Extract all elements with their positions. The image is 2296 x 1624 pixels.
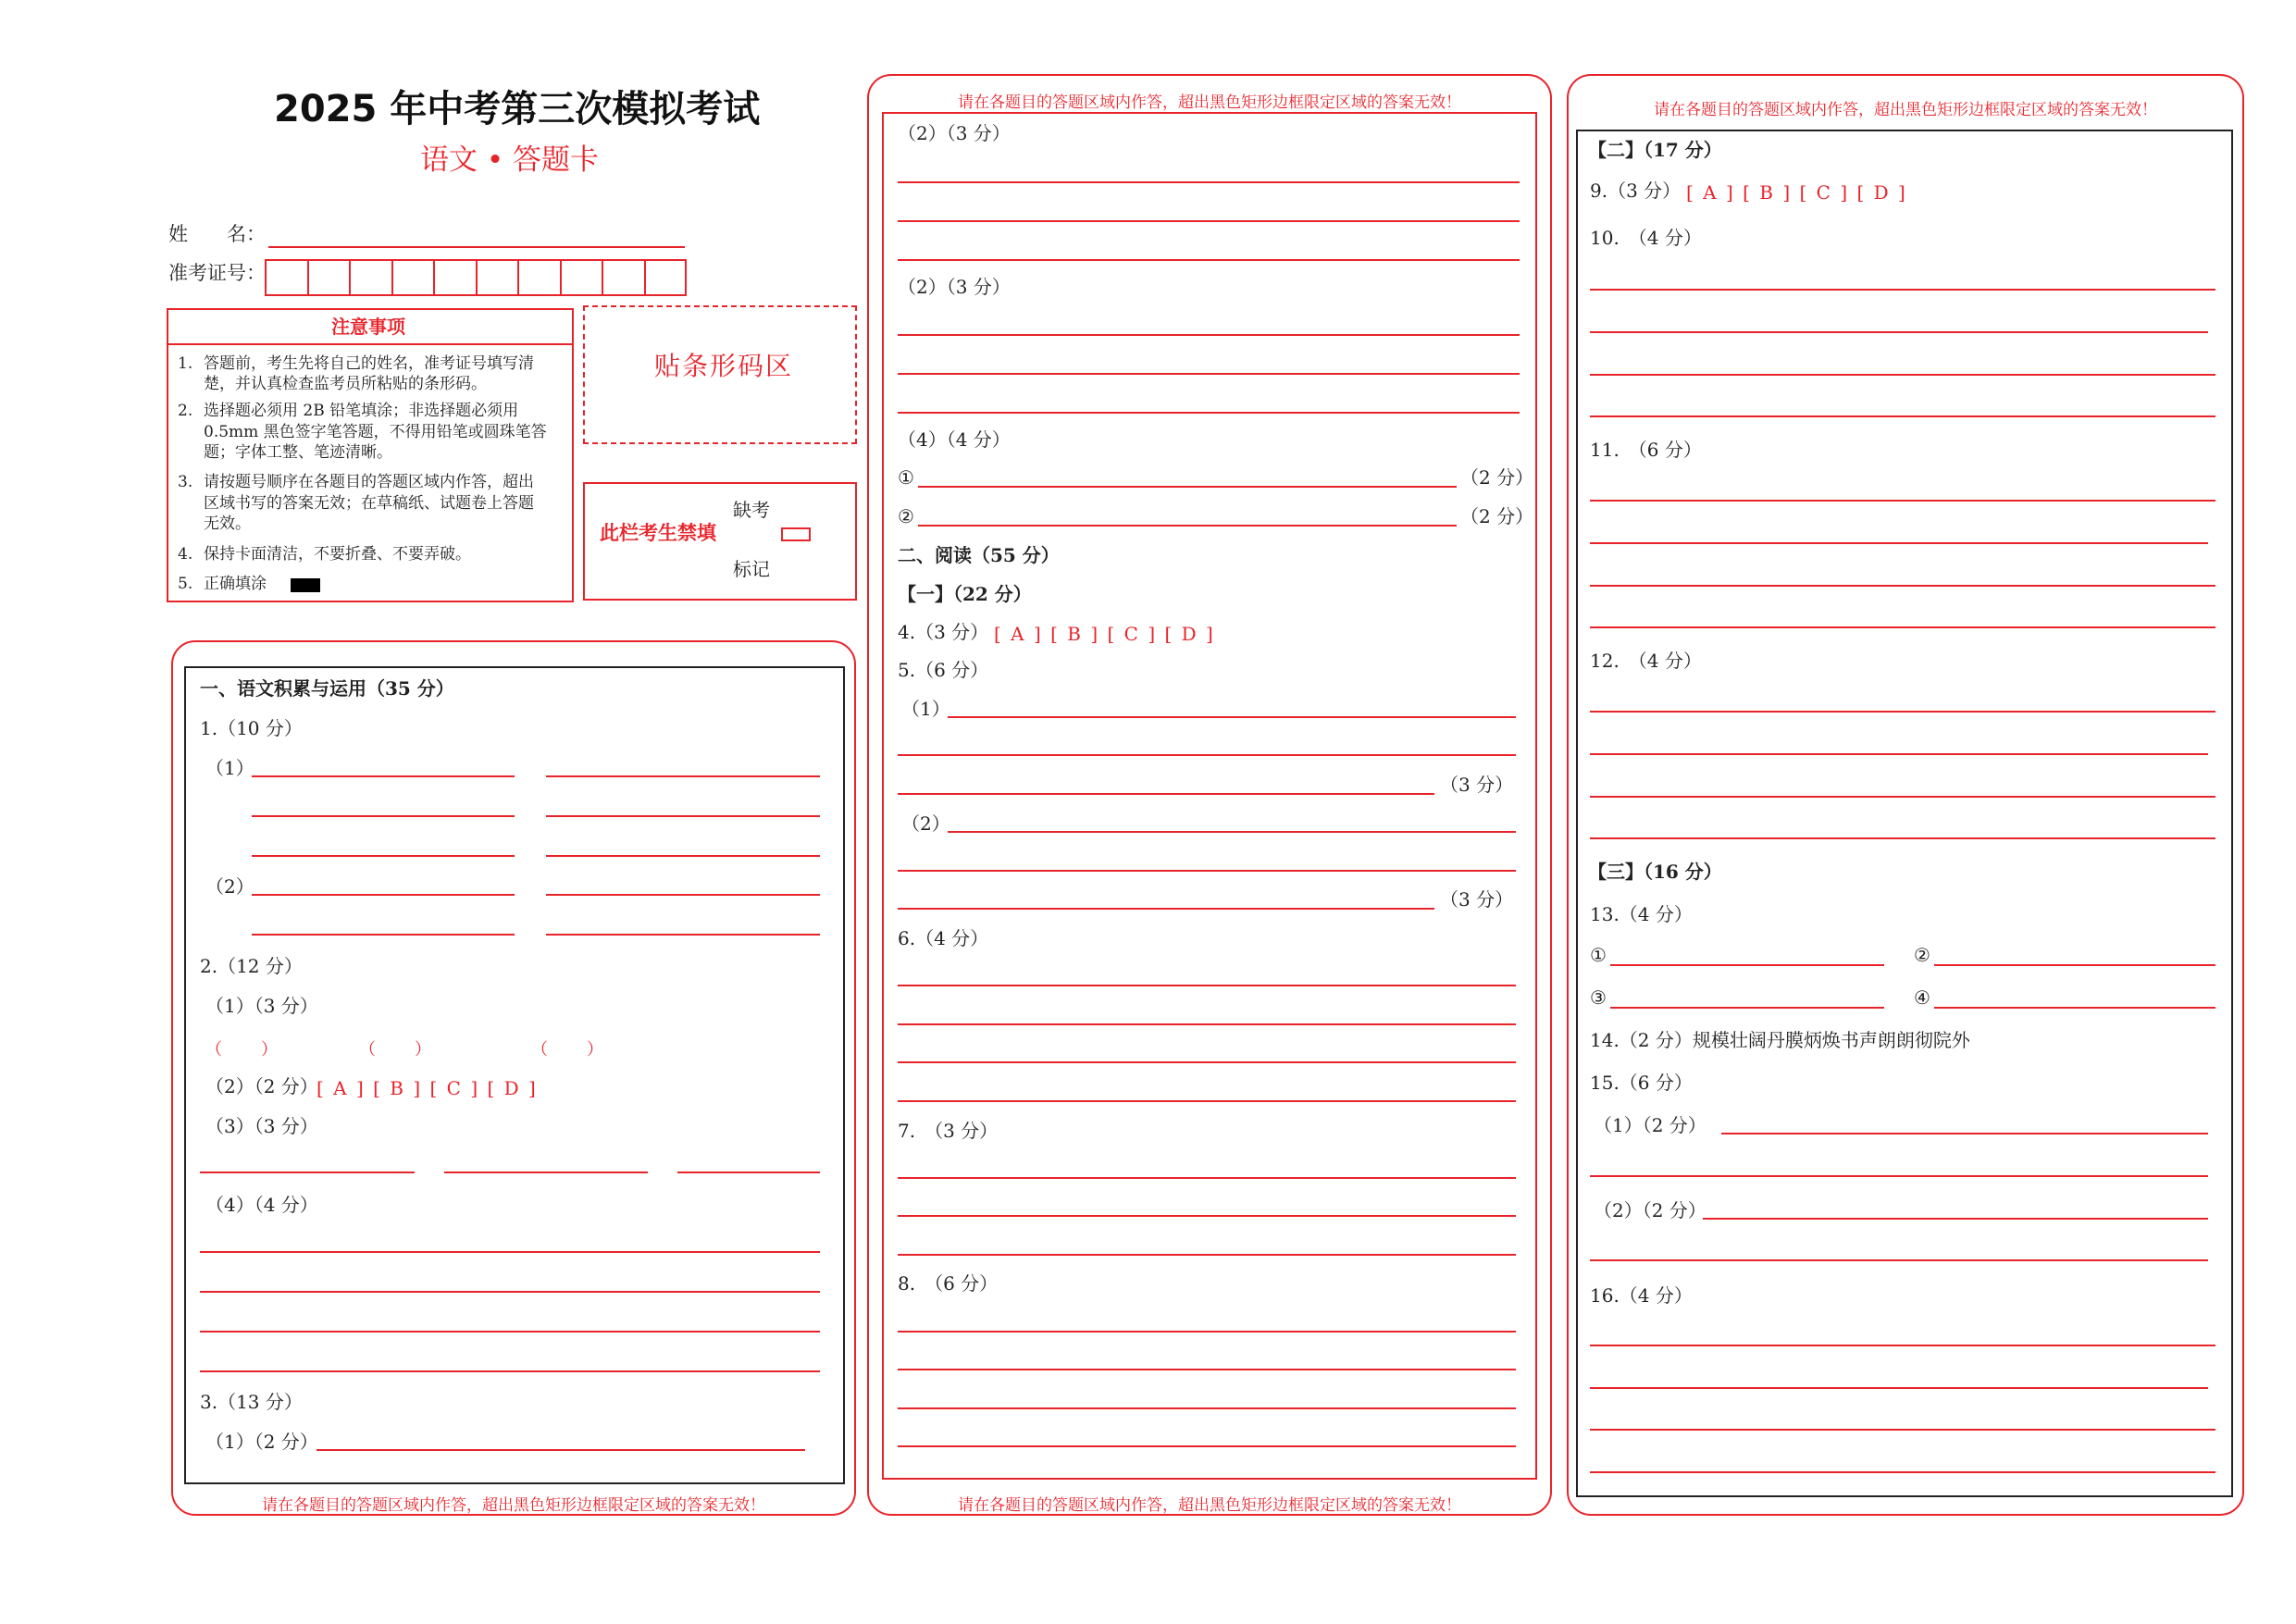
answer-line[interactable] <box>1590 837 2215 839</box>
q-a-label: （2）（3 分） <box>898 122 1011 144</box>
answer-line[interactable] <box>898 793 1434 795</box>
q5-2-label: （2） <box>901 812 950 835</box>
answer-line[interactable] <box>898 412 1520 414</box>
answer-line[interactable] <box>918 525 1457 527</box>
q6-label: 6.（4 分） <box>898 927 989 949</box>
absence-box <box>583 482 857 601</box>
answer-line[interactable] <box>1590 331 2208 333</box>
answer-line[interactable] <box>898 181 1520 183</box>
answer-line[interactable] <box>898 908 1434 910</box>
q4-label: 4.（3 分） <box>898 621 989 643</box>
exam-subtitle: 语文 • 答题卡 <box>420 143 599 177</box>
id-cell[interactable] <box>477 261 519 296</box>
notice-num: 4. <box>178 545 193 564</box>
q12-label: 12. （4 分） <box>1590 650 1702 672</box>
q10-label: 10. （4 分） <box>1590 227 1702 249</box>
points-label: （2 分） <box>1460 505 1534 527</box>
q11-label: 11. （6 分） <box>1590 439 1702 461</box>
notice-num: 3. <box>178 473 193 491</box>
answer-line[interactable] <box>918 486 1457 488</box>
points-label: （3 分） <box>1440 888 1514 911</box>
barcode-label: 贴条形码区 <box>654 351 794 381</box>
q5-label: 5.（6 分） <box>898 659 989 681</box>
answer-line[interactable] <box>1590 374 2215 376</box>
q9-label: 9.（3 分） <box>1590 180 1682 202</box>
notice-line: 保持卡面清洁，不要折叠、不要弄破。 <box>204 545 471 564</box>
id-cell[interactable] <box>603 261 646 296</box>
answer-line[interactable] <box>1590 626 2215 628</box>
answer-line[interactable] <box>1610 1007 1884 1009</box>
answer-line[interactable] <box>546 894 820 896</box>
answer-line[interactable] <box>898 334 1520 336</box>
notice-line: 无效。 <box>204 514 251 533</box>
circle-2: ② <box>1914 944 1930 966</box>
circle-3: ③ <box>1590 986 1607 1009</box>
notice-line: 楚，并认真检查监考员所粘贴的条形码。 <box>204 375 487 393</box>
answer-line[interactable] <box>200 1172 415 1173</box>
answer-line[interactable] <box>252 894 515 896</box>
section-2-title: 二、阅读（55 分） <box>898 544 1060 566</box>
notice-line: 答题前，考生先将自己的姓名，准考证号填写清 <box>204 354 534 373</box>
answer-line[interactable] <box>200 1251 820 1253</box>
answer-line[interactable] <box>898 1215 1516 1217</box>
circle-4: ④ <box>1914 986 1930 1009</box>
q2-3-label: （3）（3 分） <box>205 1115 318 1137</box>
warning-text: 请在各题目的答题区域内作答，超出黑色矩形边框限定区域的答案无效！ <box>262 1496 765 1515</box>
q1-label: 1.（10 分） <box>200 717 303 739</box>
answer-line[interactable] <box>898 259 1520 261</box>
id-cell[interactable] <box>519 261 562 296</box>
notice-line: 0.5mm 黑色签字笔答题，不得用铅笔或圆珠笔答 <box>204 423 547 441</box>
exam-title: 2025 年中考第三次模拟考试 <box>274 88 761 130</box>
q9-options[interactable]: [ A ] [ B ] [ C ] [ D ] <box>1686 181 1907 204</box>
q15-1-label: （1）（2 分） <box>1594 1114 1706 1136</box>
answer-line[interactable] <box>898 373 1520 375</box>
answer-line[interactable] <box>252 855 515 857</box>
notice-line: 题；字体工整、笔迹清晰。 <box>204 443 392 462</box>
answer-line[interactable] <box>1590 1429 2215 1431</box>
answer-line[interactable] <box>200 1291 820 1293</box>
q2-label: 2.（12 分） <box>200 955 303 977</box>
answer-line[interactable] <box>1590 1345 2215 1346</box>
answer-line[interactable] <box>546 775 820 777</box>
notice-box <box>167 308 574 602</box>
answer-line[interactable] <box>1590 289 2215 291</box>
id-cell[interactable] <box>561 261 603 296</box>
answer-line[interactable] <box>898 754 1516 756</box>
q5-1-label: （1） <box>901 698 950 720</box>
section-1-title: 一、语文积累与运用（35 分） <box>200 677 454 700</box>
notice-line: 正确填涂 <box>204 575 267 593</box>
answer-line[interactable] <box>1590 1471 2215 1473</box>
answer-line[interactable] <box>948 831 1516 833</box>
answer-line[interactable] <box>200 1370 820 1372</box>
answer-line[interactable] <box>898 1369 1516 1370</box>
answer-line[interactable] <box>444 1172 648 1173</box>
id-cell[interactable] <box>267 261 309 296</box>
q1-1-label: （1） <box>205 757 254 779</box>
notice-line: 区域书写的答案无效；在草稿纸、试题卷上答题 <box>204 494 534 513</box>
answer-line[interactable] <box>1590 796 2215 798</box>
q3-1-label: （1）（2 分） <box>205 1431 318 1453</box>
id-label: 准考证号： <box>168 262 266 284</box>
q2-1-label: （1）（3 分） <box>205 995 318 1017</box>
part-3-title: 【三】（16 分） <box>1588 861 1722 883</box>
notice-title: 注意事项 <box>331 316 405 338</box>
q2-2-label: （2）（2 分） <box>205 1075 318 1097</box>
id-cell[interactable] <box>645 261 687 296</box>
q14-label: 14.（2 分）规模壮阔丹膜炳焕书声朗朗彻院外 <box>1590 1029 1970 1051</box>
name-label: 姓 名： <box>168 223 266 245</box>
answer-line[interactable] <box>252 815 515 817</box>
circle-2: ② <box>898 505 914 527</box>
notice-num: 2. <box>178 402 193 420</box>
id-cell[interactable] <box>351 261 393 296</box>
warning-text: 请在各题目的答题区域内作答，超出黑色矩形边框限定区域的答案无效！ <box>1654 101 2157 119</box>
notice-line: 请按题号顺序在各题目的答题区域内作答，超出 <box>204 473 534 491</box>
answer-line[interactable] <box>898 1061 1516 1063</box>
absence-mark-box[interactable] <box>781 527 811 541</box>
answer-line[interactable] <box>898 1254 1516 1256</box>
part-1-title: 【一】（22 分） <box>898 583 1032 605</box>
id-cell[interactable] <box>435 261 478 296</box>
answer-line[interactable] <box>252 934 515 936</box>
filled-sample-mark <box>291 578 320 592</box>
notice-num: 1. <box>178 354 193 373</box>
answer-line[interactable] <box>252 775 515 777</box>
id-cell[interactable] <box>392 261 435 296</box>
answer-line[interactable] <box>1590 415 2215 417</box>
q15-2-label: （2）（2 分） <box>1594 1199 1706 1221</box>
answer-line[interactable] <box>546 815 820 817</box>
barcode-area <box>583 305 857 444</box>
points-label: （2 分） <box>1460 466 1534 489</box>
id-number-grid[interactable] <box>265 259 687 296</box>
answer-line[interactable] <box>546 855 820 857</box>
answer-line[interactable] <box>898 985 1516 986</box>
answer-line[interactable] <box>898 1407 1516 1409</box>
answer-line[interactable] <box>898 1100 1516 1102</box>
answer-line[interactable] <box>948 716 1516 718</box>
q13-label: 13.（4 分） <box>1590 903 1693 925</box>
answer-line[interactable] <box>1934 1007 2215 1009</box>
answer-line[interactable] <box>1590 1259 2208 1261</box>
absence-label: 此栏考生禁填 <box>600 522 716 544</box>
points-label: （3 分） <box>1440 774 1514 796</box>
circle-1: ① <box>1590 944 1607 966</box>
q2-4-label: （4）（4 分） <box>205 1194 318 1216</box>
answer-line[interactable] <box>316 1449 805 1451</box>
q-c-label: （4）（4 分） <box>898 428 1011 451</box>
answer-line[interactable] <box>898 870 1516 872</box>
q1-2-label: （2） <box>205 875 254 898</box>
warning-text: 请在各题目的答题区域内作答，超出黑色矩形边框限定区域的答案无效！ <box>958 93 1461 112</box>
q2-1-blank[interactable]: （ ） <box>359 1040 433 1060</box>
answer-line[interactable] <box>1703 1218 2208 1220</box>
absence-mark-bottom: 标记 <box>733 558 770 580</box>
q16-label: 16.（4 分） <box>1590 1284 1693 1307</box>
answer-line[interactable] <box>1590 753 2208 755</box>
q4-options[interactable]: [ A ] [ B ] [ C ] [ D ] <box>994 623 1215 645</box>
answer-line[interactable] <box>1610 964 1884 966</box>
q3-label: 3.（13 分） <box>200 1391 303 1413</box>
id-cell[interactable] <box>308 261 351 296</box>
answer-line[interactable] <box>898 1445 1516 1447</box>
q2-1-blank[interactable]: （ ） <box>205 1040 279 1060</box>
q-b-label: （2）（3 分） <box>898 276 1011 298</box>
answer-line[interactable] <box>1934 964 2215 966</box>
part-2-title: 【二】（17 分） <box>1588 139 1722 161</box>
q8-label: 8. （6 分） <box>898 1272 999 1295</box>
q7-label: 7. （3 分） <box>898 1120 999 1142</box>
answer-line[interactable] <box>677 1172 820 1173</box>
notice-num: 5. <box>178 575 193 593</box>
q15-label: 15.（6 分） <box>1590 1072 1693 1094</box>
circle-1: ① <box>898 466 914 489</box>
warning-text: 请在各题目的答题区域内作答，超出黑色矩形边框限定区域的答案无效！ <box>958 1496 1461 1515</box>
answer-line[interactable] <box>1721 1133 2208 1134</box>
q2-2-options[interactable]: [ A ] [ B ] [ C ] [ D ] <box>316 1077 538 1099</box>
answer-line[interactable] <box>1590 711 2215 713</box>
answer-line[interactable] <box>898 1023 1516 1025</box>
answer-line[interactable] <box>1590 542 2208 544</box>
absence-mark-top: 缺考 <box>733 499 770 521</box>
answer-line[interactable] <box>898 1331 1516 1333</box>
answer-line[interactable] <box>1590 1175 2208 1177</box>
answer-line[interactable] <box>200 1331 820 1333</box>
answer-line[interactable] <box>546 934 820 936</box>
notice-line: 选择题必须用 2B 铅笔填涂；非选择题必须用 <box>204 402 519 420</box>
name-field[interactable] <box>268 246 685 248</box>
q2-1-blank[interactable]: （ ） <box>531 1040 605 1060</box>
answer-line[interactable] <box>1590 1387 2208 1389</box>
answer-line[interactable] <box>1590 500 2215 502</box>
answer-line[interactable] <box>898 1177 1516 1179</box>
answer-line[interactable] <box>898 220 1520 222</box>
answer-line[interactable] <box>1590 585 2215 587</box>
